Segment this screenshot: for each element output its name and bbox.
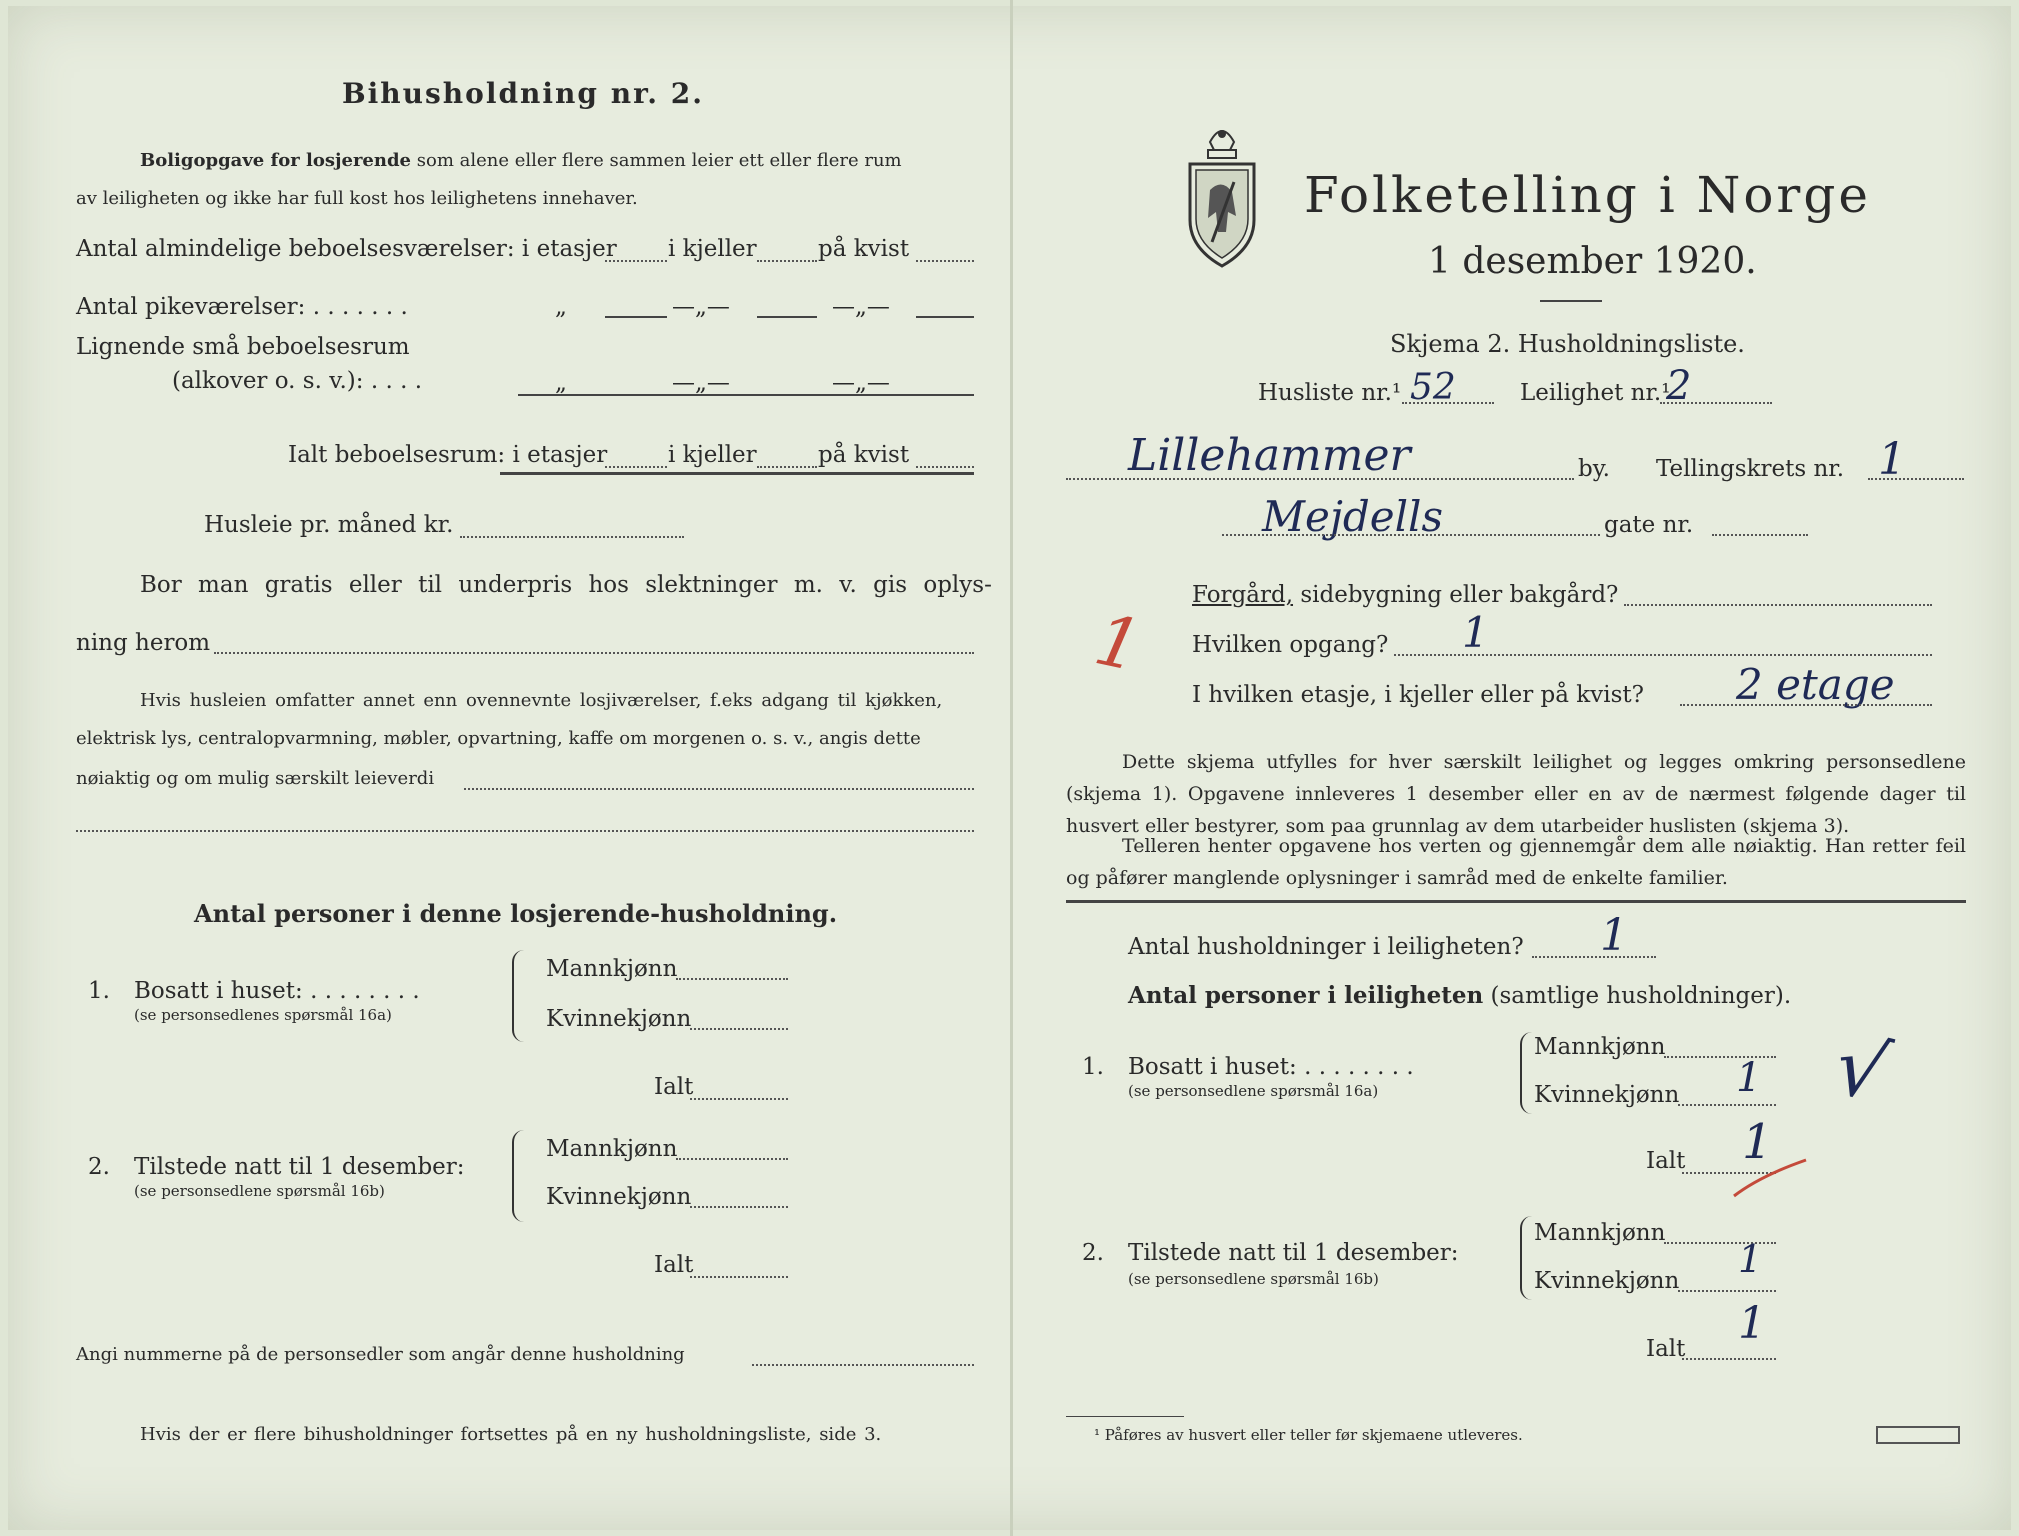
husliste-field (1402, 402, 1494, 404)
opgang-value[interactable]: 1 (1462, 608, 1489, 657)
right-persons-rest: (samtlige husholdninger). (1490, 983, 1792, 1009)
rooms-label: Antal almindelige beboelsesværelser: i etasjer (76, 236, 617, 262)
extra-field-1[interactable] (464, 788, 974, 790)
right-q2-total-value[interactable]: 1 (1738, 1298, 1766, 1349)
opgang-field (1394, 654, 1932, 656)
ditto-dash: —„— (672, 294, 730, 320)
q1-male-field[interactable] (676, 978, 788, 980)
right-q2-label: Tilstede natt til 1 desember: (1128, 1240, 1459, 1266)
schema-label: Skjema 2. Husholdningsliste. (1390, 330, 1745, 358)
q2-total-label: Ialt (654, 1252, 694, 1278)
forgard-rest: sidebygning eller bakgård? (1300, 582, 1619, 608)
q2-male-field[interactable] (676, 1158, 788, 1160)
gate-field[interactable] (1712, 534, 1808, 536)
etasje-field (1680, 704, 1932, 706)
ditto-mark: „ (555, 294, 567, 320)
street-value[interactable]: Mejdells (1262, 492, 1444, 541)
intro-rest2: av leiligheten og ikke har full kost hos leilighetens innehaver. (76, 188, 638, 209)
street-field (1222, 534, 1600, 536)
q1-label: Bosatt i huset: . . . . . . . . (134, 978, 420, 1004)
pike-field-2[interactable] (757, 316, 817, 318)
leilighet-value[interactable]: 2 (1666, 363, 1692, 409)
by-label: by. (1578, 456, 1610, 482)
left-footer: Hvis der er flere bihusholdninger fortsettes på en ny husholdningsliste, side 3. (140, 1424, 882, 1445)
right-q2-number: 2. (1082, 1240, 1104, 1266)
footnote: ¹ Påføres av husvert eller teller før skjemaene utleveres. (1094, 1426, 1523, 1444)
q1-sub: (se personsedlenes spørsmål 16a) (134, 1006, 392, 1024)
printer-stamp (1876, 1426, 1960, 1444)
extra-line-3: nøiaktig og om mulig særskilt leieverdi (76, 768, 435, 789)
right-q2-male-value[interactable]: 1 (1738, 1237, 1763, 1281)
q1-female-field[interactable] (690, 1028, 788, 1030)
left-title: Bihusholdning nr. 2. (342, 77, 704, 110)
gate-label: gate nr. (1604, 512, 1694, 538)
pike-label: Antal pikeværelser: . . . . . . . (76, 294, 408, 320)
q1-number: 1. (88, 978, 110, 1004)
krets-value[interactable]: 1 (1878, 434, 1906, 485)
right-title: Folketelling i Norge (1304, 166, 1871, 224)
left-persons-heading: Antal personer i denne losjerende-husholdning. (194, 899, 838, 928)
leilighet-field (1660, 402, 1772, 404)
households-label: Antal husholdninger i leiligheten? (1128, 934, 1524, 960)
pike-field-1[interactable] (605, 316, 667, 318)
rooms-kjeller-label: i kjeller (668, 236, 757, 262)
right-q1-male-label: Mannkjønn (1534, 1034, 1666, 1060)
norway-coat-of-arms-icon (1182, 120, 1262, 270)
right-q1-brace (1520, 1032, 1532, 1114)
red-margin-mark: 1 (1087, 598, 1149, 688)
etasje-label: I hvilken etasje, i kjeller eller på kvist? (1192, 682, 1644, 708)
krets-field (1868, 478, 1964, 480)
intro-rest1: som alene eller flere sammen leier ett eller flere rum (416, 150, 902, 171)
rooms-kvist-field[interactable] (916, 260, 974, 262)
ditto-dash: —„— (832, 370, 890, 396)
rent-field[interactable] (460, 536, 684, 538)
rent-label: Husleie pr. måned kr. (204, 512, 454, 538)
total-rooms-label: Ialt beboelsesrum: i etasjer (288, 442, 608, 468)
pike-field-3[interactable] (916, 316, 974, 318)
title-rule (1540, 300, 1602, 302)
right-q2-sub: (se personsedlene spørsmål 16b) (1128, 1270, 1379, 1288)
right-q2-male-label: Mannkjønn (1534, 1220, 1666, 1246)
town-value[interactable]: Lillehammer (1128, 430, 1411, 481)
free-field[interactable] (214, 652, 974, 654)
census-date: 1 desember 1920. (1428, 241, 1757, 282)
ditto-dash: —„— (832, 294, 890, 320)
right-q1-female-field (1678, 1104, 1776, 1106)
q1-total-label: Ialt (654, 1074, 694, 1100)
right-q1-female-value[interactable]: 1 (1736, 1055, 1762, 1101)
q1-female-label: Kvinnekjønn (546, 1006, 692, 1032)
q2-sub: (se personsedlene spørsmål 16b) (134, 1182, 385, 1200)
extra-field-2[interactable] (76, 830, 974, 832)
instructions-rule (1066, 900, 1966, 903)
total-kjeller-field[interactable] (757, 466, 817, 468)
q2-brace (512, 1130, 524, 1222)
ditto-mark: „ (555, 370, 567, 396)
numbers-label: Angi nummerne på de personsedler som angår denne husholdning (76, 1344, 685, 1365)
q2-female-field[interactable] (690, 1206, 788, 1208)
rooms-kvist-label: på kvist (818, 236, 910, 262)
q1-total-field[interactable] (690, 1098, 788, 1100)
households-field (1532, 956, 1656, 958)
town-field (1066, 478, 1574, 480)
etasje-value[interactable]: 2 etage (1736, 660, 1895, 709)
right-q1-total-label: Ialt (1646, 1148, 1686, 1174)
rooms-kjeller-field[interactable] (757, 260, 817, 262)
small-rooms-line (518, 394, 974, 396)
small-rooms-label-2: (alkover o. s. v.): . . . . (172, 368, 423, 394)
husliste-label: Husliste nr.¹ (1258, 380, 1402, 406)
q1-male-label: Mannkjønn (546, 956, 678, 982)
right-q1-sub: (se personsedlene spørsmål 16a) (1128, 1082, 1379, 1100)
q2-label: Tilstede natt til 1 desember: (134, 1154, 465, 1180)
krets-label: Tellingskrets nr. (1656, 456, 1845, 482)
extra-line-2: elektrisk lys, centralopvarmning, møbler, opvartning, kaffe om morgenen o. s. v., angis dette (76, 728, 921, 749)
red-tick-mark (1730, 1152, 1810, 1202)
right-q2-total-label: Ialt (1646, 1336, 1686, 1362)
q2-total-field[interactable] (690, 1276, 788, 1278)
q2-male-label: Mannkjønn (546, 1136, 678, 1162)
free-line-1: Bor man gratis eller til underpris hos slektninger m. v. gis oplys- (140, 572, 992, 598)
intro-bold: Boligopgave for losjerende (140, 150, 412, 171)
forgard-field[interactable] (1624, 604, 1932, 606)
q2-female-label: Kvinnekjønn (546, 1184, 692, 1210)
right-q1-female-label: Kvinnekjønn (1534, 1082, 1680, 1108)
total-kjeller-label: i kjeller (668, 442, 757, 468)
numbers-field[interactable] (752, 1364, 974, 1366)
checkmark-icon: √ (1825, 1018, 1898, 1121)
total-etasjer-field[interactable] (605, 466, 667, 468)
right-q2-brace (1520, 1216, 1532, 1300)
instructions-para-2: Telleren henter opgavene hos verten og gjennemgår dem alle nøiaktig. Han retter feil og påfører manglende oplysninger i samråd med de enkelte familier. (1066, 835, 1966, 889)
total-kvist-field[interactable] (916, 466, 974, 468)
total-rooms-underline (500, 472, 974, 475)
instructions-para-1: Dette skjema utfylles for hver særskilt leilighet og legges omkring personsedlene (skjema 1). Opgavene innleveres 1 desember eller en av de nærmest følgende dager til husvert eller bestyrer, som paa grunnlag av dem utarbeider huslisten (skjema 3). (1066, 751, 1966, 837)
extra-line-1: Hvis husleien omfatter annet enn ovennevnte losjiværelser, f.eks adgang til kjøkken, (140, 690, 943, 711)
small-rooms-label-1: Lignende små beboelsesrum (76, 334, 410, 360)
rooms-etasjer-field[interactable] (605, 260, 667, 262)
opgang-label: Hvilken opgang? (1192, 632, 1389, 658)
page-fold (1010, 0, 1013, 1536)
total-kvist-label: på kvist (818, 442, 910, 468)
forgard-underlined: Forgård, (1192, 582, 1294, 608)
right-q2-female-field[interactable] (1678, 1290, 1776, 1292)
q2-number: 2. (88, 1154, 110, 1180)
husliste-value[interactable]: 52 (1410, 367, 1456, 408)
households-value[interactable]: 1 (1600, 910, 1628, 961)
right-q2-female-label: Kvinnekjønn (1534, 1268, 1680, 1294)
right-q1-total-value[interactable]: 1 (1742, 1114, 1773, 1170)
footnote-rule (1066, 1416, 1184, 1417)
right-q1-label: Bosatt i huset: . . . . . . . . (1128, 1054, 1414, 1080)
ditto-dash: —„— (672, 370, 730, 396)
leilighet-label: Leilighet nr.¹ (1520, 380, 1671, 406)
right-q2-total-field (1682, 1358, 1776, 1360)
right-q1-number: 1. (1082, 1054, 1104, 1080)
right-persons-bold: Antal personer i leiligheten (1128, 982, 1484, 1009)
free-line-2: ning herom (76, 630, 211, 656)
q1-brace (512, 950, 524, 1042)
